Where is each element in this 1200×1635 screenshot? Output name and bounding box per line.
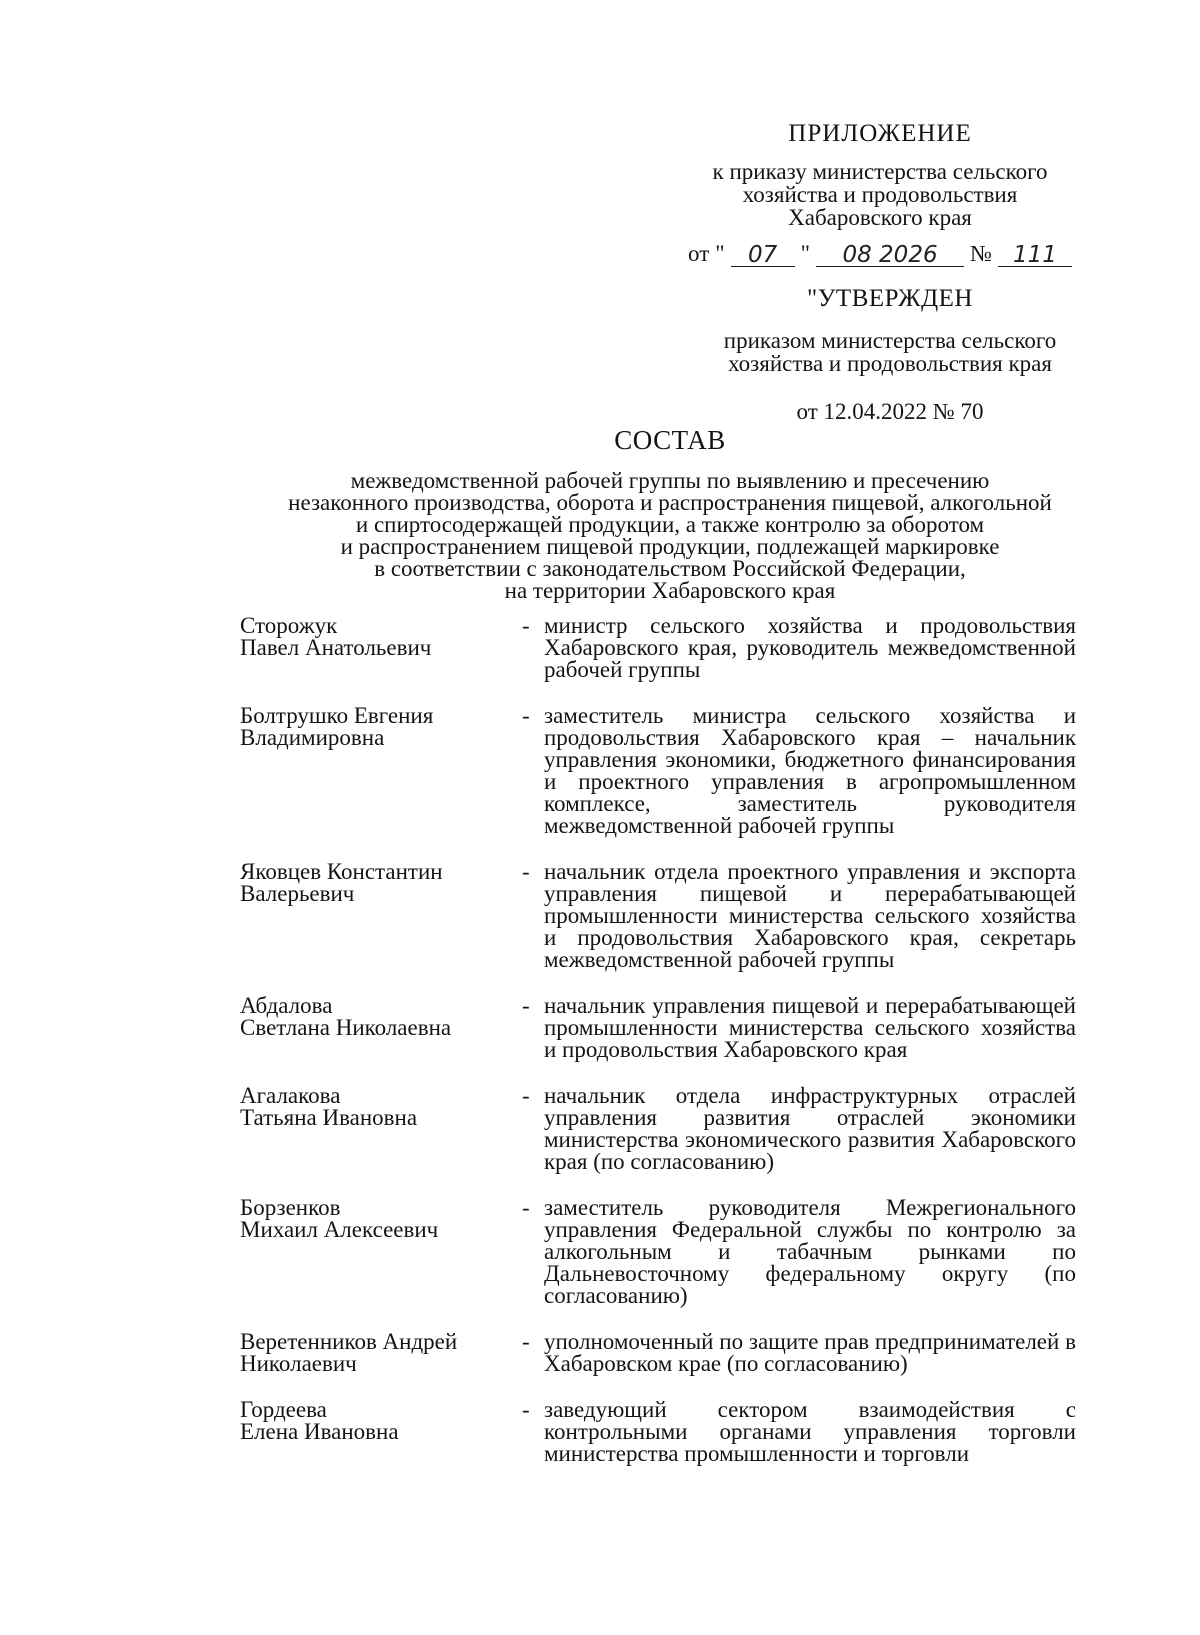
member-given-names: Николаевич: [240, 1351, 357, 1376]
member-given-names: Валерьевич: [240, 881, 355, 906]
member-row: [240, 1085, 1120, 1173]
appendix-line: к приказу министерства сельского: [712, 159, 1048, 184]
member-dash: -: [522, 1397, 530, 1422]
member-given-names: Михаил Алексеевич: [240, 1217, 439, 1242]
handwritten-order-number: 111: [998, 244, 1072, 267]
composition-title: СОСТАВ: [614, 425, 726, 455]
member-dash: -: [522, 1329, 530, 1354]
composition-heading: [220, 425, 1120, 602]
member-name: [240, 1085, 522, 1129]
member-position: заместитель руководителя Межрегионального управления Федеральной службы по контролю за алкогольным и табачным рынками по Дальневосточному федеральному округу (по согласованию): [544, 1195, 1076, 1308]
member-surname: Болтрушко Евгения: [240, 703, 434, 728]
quote-open: ": [715, 241, 725, 266]
member-row: [240, 995, 1120, 1061]
member-position: уполномоченный по защите прав предпринимателей в Хабаровском крае (по согласованию): [544, 1329, 1076, 1376]
member-surname: Абдалова: [240, 993, 333, 1018]
appendix-line: хозяйства и продовольствия: [742, 182, 1018, 207]
subtitle-line: на территории Хабаровского края: [504, 578, 836, 603]
member-dash: -: [522, 993, 530, 1018]
member-position: начальник управления пищевой и перерабатывающей промышленности министерства сельского хозяйства и продовольствия Хабаровского края: [544, 993, 1076, 1062]
member-name: [240, 1331, 522, 1375]
member-dash: -: [522, 859, 530, 884]
approved-date: от 12.04.2022 № 70: [796, 399, 984, 424]
member-position: заведующий сектором взаимодействия с контрольными органами управления торговли министерства промышленности и торговли: [544, 1397, 1076, 1466]
quote-close: ": [800, 241, 811, 266]
number-label: №: [970, 241, 992, 266]
handwritten-day: 07: [731, 244, 795, 267]
approved-line: приказом министерства сельского: [723, 328, 1057, 353]
member-surname: Борзенков: [240, 1195, 341, 1220]
member-row: [240, 861, 1120, 971]
member-given-names: Павел Анатольевич: [240, 635, 432, 660]
appendix-reference: [640, 160, 1120, 229]
members-list: [240, 615, 1120, 1465]
subtitle-line: межведомственной рабочей группы по выявлению и пресечению: [350, 468, 990, 493]
composition-subtitle: [220, 470, 1120, 602]
member-position: министр сельского хозяйства и продовольствия Хабаровского края, руководитель межведомственной рабочей группы: [544, 613, 1076, 682]
member-surname: Яковцев Константин: [240, 859, 443, 884]
appendix-line: Хабаровского края: [788, 205, 972, 230]
member-position: начальник отдела проектного управления и экспорта управления пищевой и перерабатывающей промышленности министерства сельского хозяйства и продовольствия Хабаровского края, секретарь межведомственной рабочей группы: [544, 859, 1076, 972]
approved-title: "УТВЕРЖДЕН: [807, 285, 973, 312]
member-surname: Сторожук: [240, 613, 338, 638]
handwritten-month-year: 08 2026: [816, 244, 964, 267]
subtitle-line: в соответствии с законодательством Российской Федерации,: [374, 556, 966, 581]
order-date-number: [640, 241, 1120, 267]
member-position: начальник отдела инфраструктурных отраслей управления развития отраслей экономики министерства экономического развития Хабаровского края (по согласованию): [544, 1083, 1076, 1174]
member-dash: -: [522, 613, 530, 638]
member-given-names: Владимировна: [240, 725, 385, 750]
member-position: заместитель министра сельского хозяйства и продовольствия Хабаровского края – начальник управления экономики, бюджетного финансирования и проектного управления в агропромышленном комплексе, заместитель руководителя межведомственной рабочей группы: [544, 703, 1076, 838]
member-name: [240, 995, 522, 1039]
subtitle-line: незаконного производства, оборота и распространения пищевой, алкогольной: [288, 490, 1052, 515]
from-label: от: [688, 241, 710, 266]
member-given-names: Татьяна Ивановна: [240, 1105, 418, 1130]
approved-reference: [660, 329, 1120, 375]
member-dash: -: [522, 703, 530, 728]
member-surname: Гордеева: [240, 1397, 327, 1422]
member-name: [240, 615, 522, 659]
member-dash: -: [522, 1083, 530, 1108]
appendix-header: [640, 120, 1120, 267]
member-dash: -: [522, 1195, 530, 1220]
member-given-names: Светлана Николаевна: [240, 1015, 452, 1040]
approved-line: хозяйства и продовольствия края: [728, 351, 1052, 376]
appendix-title: ПРИЛОЖЕНИЕ: [788, 120, 972, 147]
member-row: [240, 705, 1120, 837]
member-name: [240, 1197, 522, 1241]
approved-block: [660, 285, 1120, 425]
member-row: [240, 1331, 1120, 1375]
member-name: [240, 1399, 522, 1443]
member-row: [240, 615, 1120, 681]
subtitle-line: и распространением пищевой продукции, подлежащей маркировке: [340, 534, 1000, 559]
member-surname: Агалакова: [240, 1083, 341, 1108]
member-row: [240, 1197, 1120, 1307]
subtitle-line: и спиртосодержащей продукции, а также контролю за оборотом: [355, 512, 985, 537]
member-row: [240, 1399, 1120, 1465]
member-surname: Веретенников Андрей: [240, 1329, 458, 1354]
member-given-names: Елена Ивановна: [240, 1419, 399, 1444]
member-name: [240, 705, 522, 749]
member-name: [240, 861, 522, 905]
